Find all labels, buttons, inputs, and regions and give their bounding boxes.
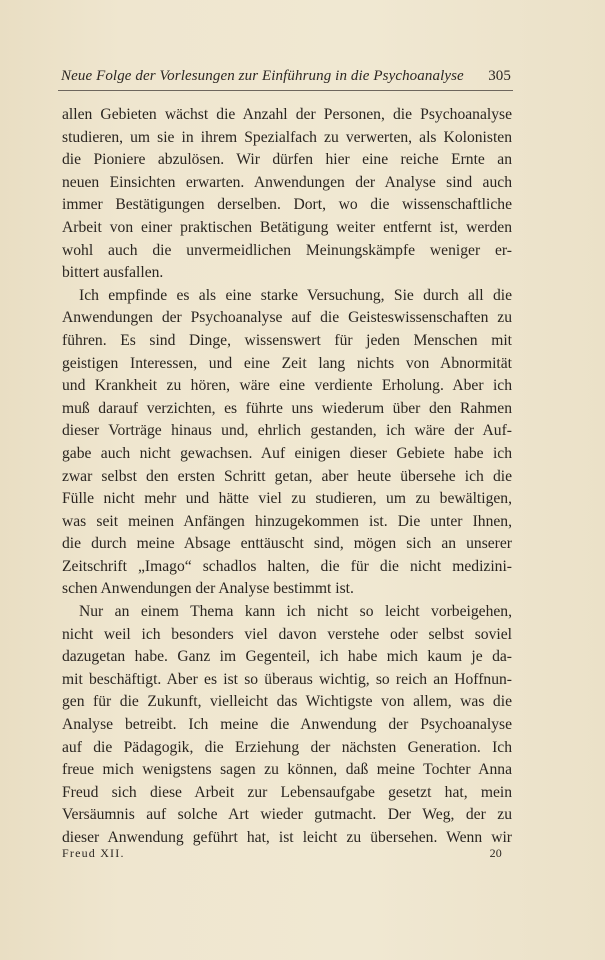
text-line: Freud sich diese Arbeit zur Lebensaufgabe gesetzt hat, mein — [62, 783, 512, 801]
running-header — [58, 68, 513, 91]
text-line: die Pioniere abzulösen. Wir dürfen hier eine reiche Ernte an — [62, 151, 512, 169]
text-line: Arbeit von einer praktischen Betätigung weiter entfernt ist, werden — [62, 218, 512, 236]
text-line: zwar selbst den ersten Schritt getan, aber heute übersehe ich die — [62, 467, 512, 485]
text-line: Nur an einem Thema kann ich nicht so leicht vorbeigehen, — [79, 603, 512, 621]
signature-mark: Freud XII. — [62, 846, 125, 860]
text-line: Ich empfinde es als eine starke Versuchung, Sie durch all die — [79, 286, 512, 304]
text-line: was seit meinen Anfängen hinzugekommen ist. Die unter Ihnen, — [62, 512, 512, 530]
text-line: gen für die Zukunft, vielleicht das Wichtigste von allem, was die — [62, 693, 512, 711]
text-line: dieser Anwendung geführt hat, ist leicht zu übersehen. Wenn wir — [62, 829, 512, 846]
text-line: nicht weil ich besonders viel davon verstehe oder selbst soviel — [62, 625, 512, 643]
text-line: führen. Es sind Dinge, wissenswert für jeden Menschen mit — [62, 331, 512, 349]
text-line: wohl auch die unvermeidlichen Meinungskämpfe weniger er- — [62, 241, 512, 259]
text-line: studieren, um sie in ihrem Spezialfach zu verwerten, als Kolonisten — [62, 128, 512, 146]
text-line: freue mich wenigstens sagen zu können, daß meine Tochter Anna — [62, 761, 512, 779]
text-line: mit beschäftigt. Aber es ist so überaus wichtig, so reich an Hoffnun- — [62, 670, 512, 688]
sheet-number: 20 — [489, 846, 502, 860]
text-line: schen Anwendungen der Analyse bestimmt ist. — [62, 580, 354, 598]
text-line: dieser Vorträge hinaus und, ehrlich gestanden, ich wäre der Auf- — [62, 422, 512, 440]
text-line: dazugetan habe. Ganz im Gegenteil, ich habe mich kaum je da- — [62, 648, 512, 666]
text-line: Versäumnis auf solche Art wieder gutmacht. Der Weg, der zu — [62, 806, 512, 824]
text-line: immer Bestätigungen derselben. Dort, wo die wissenschaftliche — [62, 196, 512, 214]
text-line: die durch meine Absage enttäuscht sind, mögen sich an unserer — [62, 535, 512, 553]
text-line: geistigen Interessen, und eine Zeit lang nichts von Abnormität — [62, 354, 512, 372]
page-footer — [62, 846, 502, 862]
text-line: Fülle nicht mehr und hätte viel zu studieren, um zu bewältigen, — [62, 490, 512, 508]
text-line: auf die Pädagogik, die Erziehung der nächsten Generation. Ich — [62, 738, 512, 756]
text-line: Analyse betreibt. Ich meine die Anwendung der Psychoanalyse — [62, 716, 512, 734]
body-text — [62, 104, 512, 850]
running-title: Neue Folge der Vorlesungen zur Einführung in die Psychoanalyse — [61, 68, 464, 84]
text-line: bittert ausfallen. — [62, 264, 164, 282]
text-line: gabe auch nicht gewachsen. Auf einigen dieser Gebiete habe ich — [62, 444, 512, 462]
text-line: muß darauf verzichten, es führte uns wiederum über den Rahmen — [62, 399, 512, 417]
text-line: Zeitschrift „Imago“ schadlos halten, die für die nicht medizini- — [62, 557, 512, 575]
text-line: und Krankheit zu hören, wäre eine verdiente Erholung. Aber ich — [62, 377, 512, 395]
text-line: allen Gebieten wächst die Anzahl der Personen, die Psychoanalyse — [62, 106, 512, 123]
text-line: Anwendungen der Psychoanalyse auf die Geisteswissenschaften zu — [62, 309, 512, 327]
page-number: 305 — [488, 68, 511, 84]
text-line: neuen Einsichten erwarten. Anwendungen der Analyse sind auch — [62, 173, 512, 191]
